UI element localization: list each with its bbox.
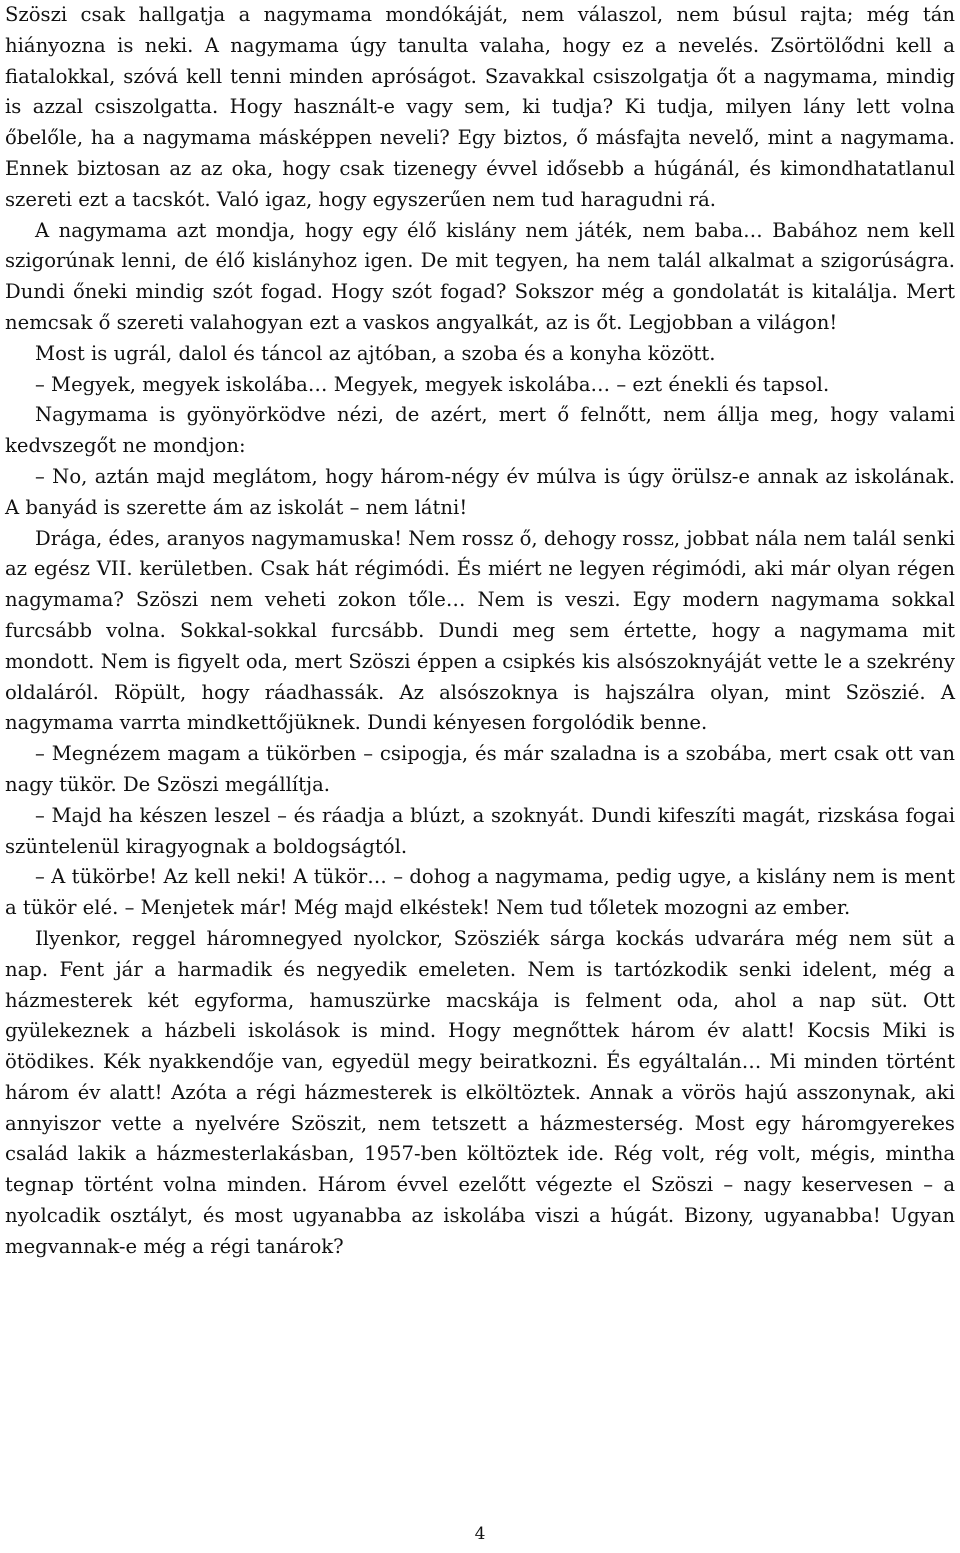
paragraph-1: Szöszi csak hallgatja a nagymama mondókáját, nem válaszol, nem búsul rajta; még tán hiányozna is neki. A nagymama úgy tanulta valaha, hogy ez a nevelés. Zsörtölődni kell a fiatalokkal, szóvá kell tenni minden apróságot. Szavakkal csiszolgatja őt a nagymama, mindig is azzal csiszolgatta. Hogy használt-e vagy sem, ki tudja? Ki tudja, milyen lány lett volna őbelőle, ha a nagymama másképpen neveli? Egy biztos, ő másfajta nevelő, mint a nagymama. Ennek biztosan az az oka, hogy csak tizenegy évvel idősebb a húgánál, és kimondhatatlanul szereti ezt a tacskót. Való igaz, hogy egyszerűen nem tud haragudni rá.: [5, 3, 955, 211]
paragraph-8: – Megnézem magam a tükörben – csipogja, és már szaladna is a szobába, mert csak ott van nagy tükör. De Szöszi megállítja.: [5, 742, 955, 796]
paragraph-9: – Majd ha készen leszel – és ráadja a blúzt, a szoknyát. Dundi kifeszíti magát, rizskása fogai szüntelenül kiragyognak a boldogságtól.: [5, 803, 955, 858]
document-page: [5, 0, 955, 1263]
paragraph-6: – No, aztán majd meglátom, hogy három-négy év múlva is úgy örülsz-e annak az iskolának. A banyád is szerette ám az iskolát – nem látni!: [5, 464, 955, 519]
paragraph-2: A nagymama azt mondja, hogy egy élő kislány nem játék, nem baba… Babához nem kell szigorúnak lenni, de élő kislányhoz igen. De mit tegyen, ha nem talál alkalmat a szigorúságra. Dundi őneki mindig szót fogad. Hogy szót fogad? Sokszor még a gondolatát is kitalálja. Mert nemcsak ő szereti valahogyan ezt a vaskos angyalkát, az is őt. Legjobban a világon!: [5, 218, 955, 334]
paragraph-3: Most is ugrál, dalol és táncol az ajtóban, a szoba és a konyha között.: [35, 341, 716, 365]
paragraph-4: – Megyek, megyek iskolába… Megyek, megyek iskolába… – ezt énekli és tapsol.: [35, 372, 830, 396]
paragraph-5: Nagymama is gyönyörködve nézi, de azért, mert ő felnőtt, nem állja meg, hogy valami kedvszegőt ne mondjon:: [5, 403, 955, 458]
page-number: 4: [474, 1524, 486, 1544]
paragraph-7: Drága, édes, aranyos nagymamuska! Nem rossz ő, dehogy rossz, jobbat nála nem talál senki az egész VII. kerületben. Csak hát régimódi. És miért ne legyen régimódi, aki már olyan régen nagymama? Szöszi nem veheti zokon tőle… Nem is veszi. Egy modern nagymama sokkal furcsább volna. Sokkal-sokkal furcsább. Dundi meg sem értette, hogy a nagymama mit mondott. Nem is figyelt oda, mert Szöszi éppen a csipkés kis alsószoknyáját vette le a szekrény oldaláról. Röpült, hogy ráadhassák. Az alsószoknya is hajszálra olyan, mint Szöszié. A nagymama varrta mindkettőjüknek. Dundi kényesen forgolódik benne.: [5, 526, 955, 735]
paragraph-11: Ilyenkor, reggel háromnegyed nyolckor, Szösziék sárga kockás udvarára még nem süt a nap. Fent jár a harmadik és negyedik emeleten. Nem is tartózkodik senki idelent, még a házmesterek két egyforma, hamuszürke macskája is felment oda, ahol a nap süt. Ott gyülekeznek a házbeli iskolások is mind. Hogy megnőttek három év alatt! Kocsis Miki is ötödikes. Kék nyakkendője van, egyedül megy beiratkozni. És egyáltalán… Mi minden történt három év alatt! Azóta a régi házmesterek is elköltöztek. Annak a vörös hajú asszonynak, aki annyiszor vette a nyelvére Szöszit, nem tetszett a házmesterség. Most egy háromgyerekes család lakik a házmesterlakásban, 1957-ben költöztek ide. Rég volt, rég volt, mégis, mintha tegnap történt volna minden. Három évvel ezelőtt végezte el Szöszi – nagy keservesen – a nyolcadik osztályt, és most ugyanabba az iskolába viszi a húgát. Bizony, ugyanabba! Ugyan megvannak-e még a régi tanárok?: [5, 926, 955, 1258]
paragraph-10: – A tükörbe! Az kell neki! A tükör… – dohog a nagymama, pedig ugye, a kislány nem is ment a tükör elé. – Menjetek már! Még majd elkéstek! Nem tud tőletek mozogni az ember.: [5, 865, 955, 920]
